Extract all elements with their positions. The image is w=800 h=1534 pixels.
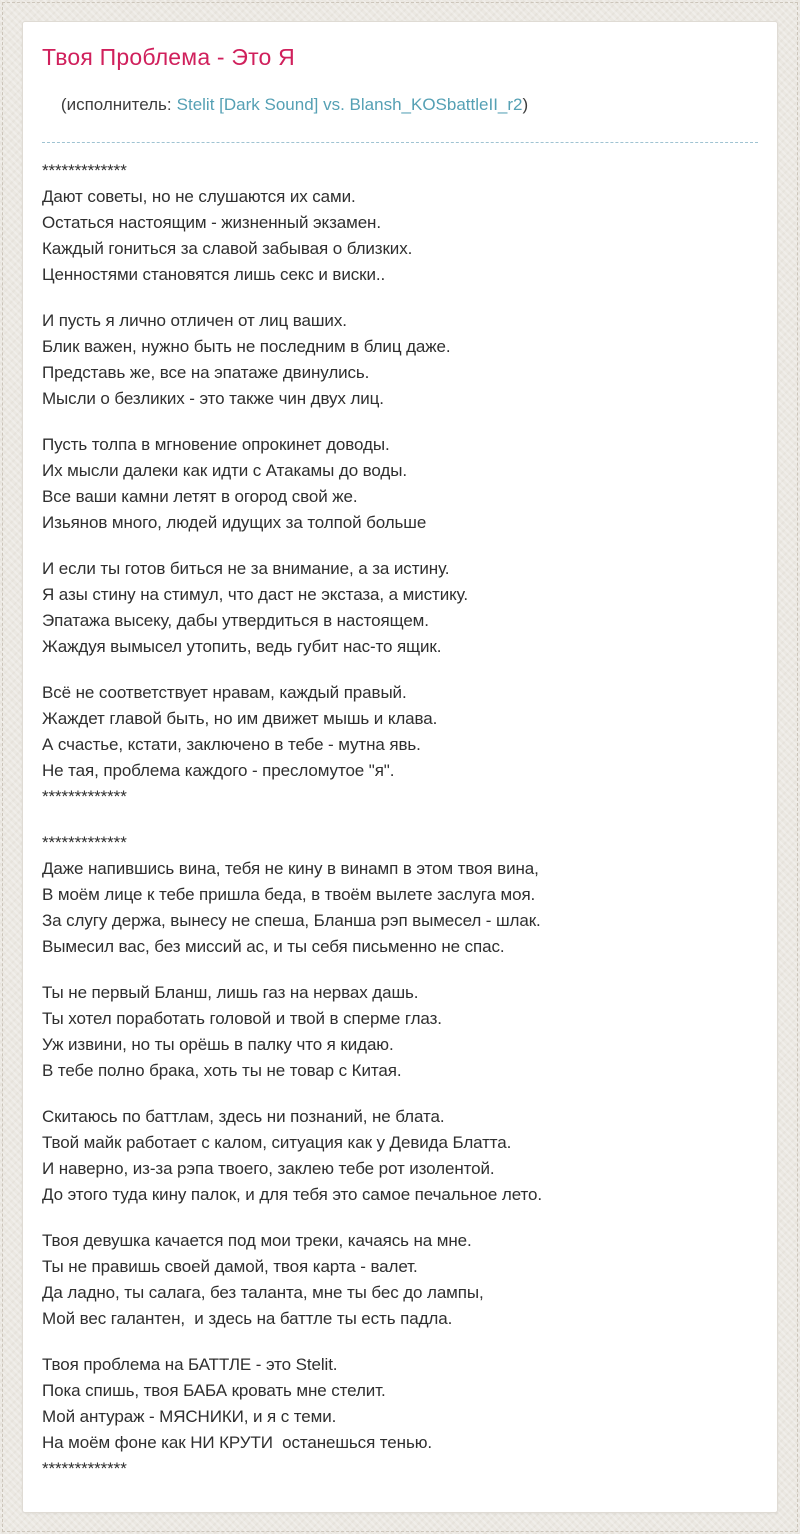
lyric-line: Мой антураж - МЯСНИКИ, и я с теми. xyxy=(42,1406,337,1426)
lyric-line: Да ладно, ты салага, без таланта, мне ты бес до лампы, xyxy=(42,1282,484,1302)
lyric-line: Остаться настоящим - жизненный экзамен. xyxy=(42,212,381,232)
lyric-line: Ты не правишь своей дамой, твоя карта - валет. xyxy=(42,1256,418,1276)
lyric-line: Мысли о безликих - это также чин двух лиц. xyxy=(42,388,384,408)
blank-line xyxy=(42,660,758,680)
lyric-line: В тебе полно брака, хоть ты не товар с Китая. xyxy=(42,1060,402,1080)
lyric-line: На моём фоне как НИ КРУТИ останешься тенью. xyxy=(42,1432,432,1452)
song-title: Твоя Проблема - Это Я xyxy=(42,44,295,70)
lyric-line: Пусть толпа в мгновение опрокинет доводы. xyxy=(42,434,390,454)
blank-line xyxy=(42,536,758,556)
lyric-line: Я азы стину на стимул, что даст не экстаза, а мистику. xyxy=(42,584,468,604)
lyric-line: Представь же, все на эпатаже двинулись. xyxy=(42,362,370,382)
lyric-line: До этого туда кину палок, и для тебя это самое печальное лето. xyxy=(42,1184,542,1204)
lyric-line: Блик важен, нужно быть не последним в блиц даже. xyxy=(42,336,451,356)
lyric-line: Жаждуя вымысел утопить, ведь губит нас-то ящик. xyxy=(42,636,442,656)
asterisk-separator: ************* xyxy=(42,160,127,180)
lyric-line: Ты хотел поработать головой и твой в сперме глаз. xyxy=(42,1008,442,1028)
blank-line xyxy=(42,1208,758,1228)
lyric-line: И наверно, из-за рэпа твоего, заклею тебе рот изолентой. xyxy=(42,1158,495,1178)
lyric-line: Каждый гониться за славой забывая о близких. xyxy=(42,238,413,258)
lyric-line: Вымесил вас, без миссий ас, и ты себя письменно не спас. xyxy=(42,936,505,956)
artist-label-close: ) xyxy=(522,94,529,114)
lyric-line: Твоя девушка качается под мои треки, качаясь на мне. xyxy=(42,1230,472,1250)
lyric-line: Ты не первый Бланш, лишь газ на нервах дашь. xyxy=(42,982,419,1002)
blank-line xyxy=(42,1332,758,1352)
lyric-line: В моём лице к тебе пришла беда, в твоём вылете заслуга моя. xyxy=(42,884,536,904)
lyric-line: Эпатажа высеку, дабы утвердиться в настоящем. xyxy=(42,610,429,630)
lyric-line: Даже напившись вина, тебя не кину в винамп в этом твоя вина, xyxy=(42,858,539,878)
lyric-line: Уж извини, но ты орёшь в палку что я кидаю. xyxy=(42,1034,394,1054)
lyric-line: Их мысли далеки как идти с Атакамы до воды. xyxy=(42,460,407,480)
lyric-line: Мой вес галантен, и здесь на баттле ты есть падла. xyxy=(42,1308,453,1328)
lyric-line: Все ваши камни летят в огород свой же. xyxy=(42,486,358,506)
lyric-line: И если ты готов биться не за внимание, а за истину. xyxy=(42,558,450,578)
lyrics-block xyxy=(42,158,758,1482)
blank-line xyxy=(42,960,758,980)
asterisk-separator: ************* xyxy=(42,1458,127,1478)
lyric-line: Ценностями становятся лишь секс и виски.. xyxy=(42,264,386,284)
blank-line xyxy=(42,1084,758,1104)
content-card xyxy=(22,21,778,1513)
lyric-line: А счастье, кстати, заключено в тебе - мутна явь. xyxy=(42,734,421,754)
lyric-line: Изьянов много, людей идущих за толпой больше xyxy=(42,512,427,532)
lyric-line: Твоя проблема на БАТТЛЕ - это Stelit. xyxy=(42,1354,338,1374)
lyric-line: Пока спишь, твоя БАБА кровать мне стелит. xyxy=(42,1380,386,1400)
blank-line xyxy=(42,412,758,432)
asterisk-separator: ************* xyxy=(42,786,127,806)
blank-line xyxy=(42,810,758,830)
asterisk-separator: ************* xyxy=(42,832,127,852)
lyric-line: И пусть я лично отличен от лиц ваших. xyxy=(42,310,347,330)
lyric-line: Скитаюсь по баттлам, здесь ни познаний, не блата. xyxy=(42,1106,445,1126)
artist-row xyxy=(42,75,758,143)
lyric-line: Не тая, проблема каждого - пресломутое "я". xyxy=(42,760,395,780)
artist-label: (исполнитель: xyxy=(60,94,172,114)
lyric-line: Всё не соответствует нравам, каждый правый. xyxy=(42,682,407,702)
lyric-line: За слугу держа, вынесу не спеша, Бланша рэп вымесел - шлак. xyxy=(42,910,541,930)
blank-line xyxy=(42,288,758,308)
lyric-line: Дают советы, но не слушаются их сами. xyxy=(42,186,356,206)
lyric-line: Твой майк работает с калом, ситуация как у Девида Блатта. xyxy=(42,1132,512,1152)
lyric-line: Жаждет главой быть, но им движет мышь и клава. xyxy=(42,708,438,728)
artist-link[interactable]: Stelit [Dark Sound] vs. Blansh_KOSbattleII_r2 xyxy=(176,94,523,114)
